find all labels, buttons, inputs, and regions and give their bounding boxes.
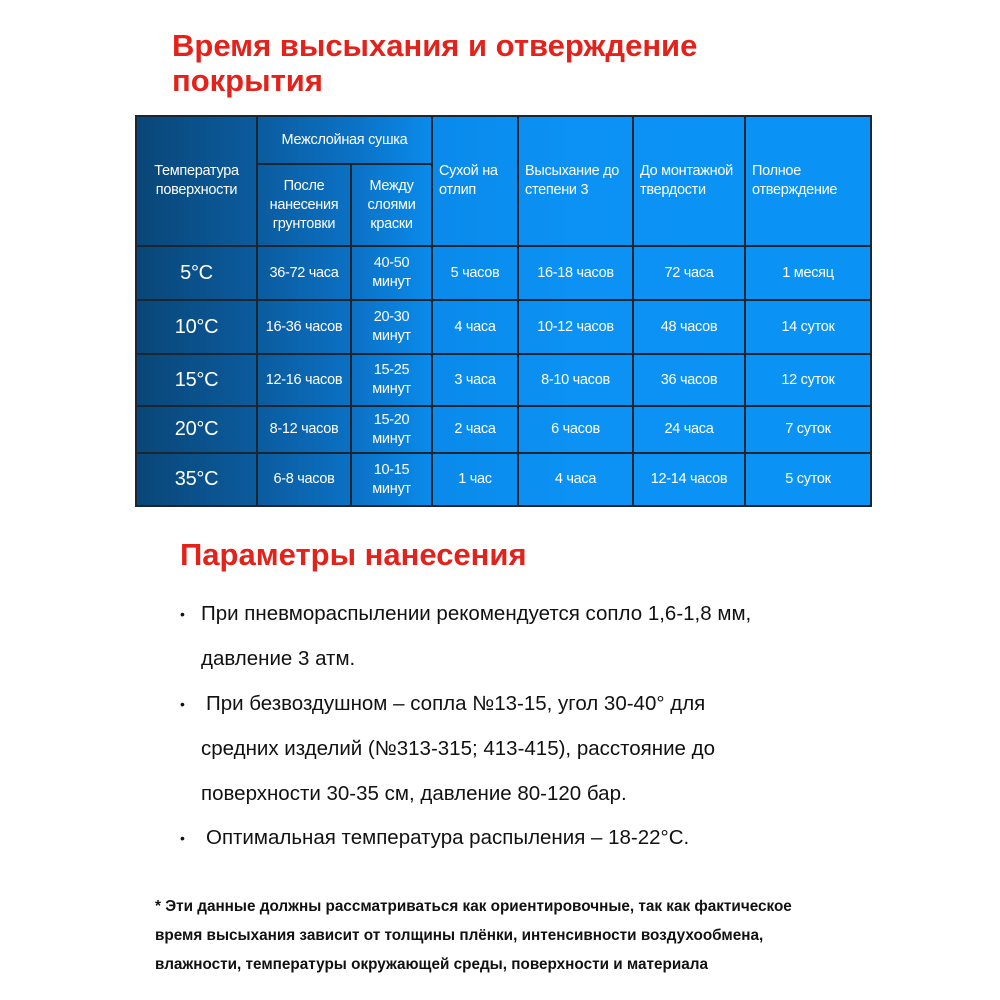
cell-tack-free: 1 час [432, 453, 518, 506]
bullet-icon: • [180, 606, 185, 622]
cell-between-layers: 10-15 минут [351, 453, 432, 506]
list-item-text: поверхности 30-35 см, давление 80-120 бар. [201, 782, 627, 805]
list-item-text: При пневмораспылении рекомендуется сопло 1,6-1,8 мм, [201, 602, 752, 625]
cell-temp: 35°C [136, 453, 257, 506]
cell-temp: 5°C [136, 246, 257, 300]
cell-temp: 20°C [136, 406, 257, 453]
cell-mounting: 36 часов [633, 354, 745, 406]
drying-title-line: покрытия [172, 63, 323, 98]
cell-full-cure: 5 суток [745, 453, 871, 506]
bullet-icon: • [180, 696, 185, 712]
table-row [136, 300, 871, 354]
list-item-text: Оптимальная температура распыления – 18-22°C. [206, 826, 690, 849]
cell-after-primer: 6-8 часов [257, 453, 351, 506]
header-between-layers: Между слоями краски [351, 164, 432, 246]
cell-degree3: 10-12 часов [518, 300, 633, 354]
cell-degree3: 16-18 часов [518, 246, 633, 300]
cell-mounting: 72 часа [633, 246, 745, 300]
cell-degree3: 8-10 часов [518, 354, 633, 406]
cell-tack-free: 2 часа [432, 406, 518, 453]
cell-between-layers: 15-20 минут [351, 406, 432, 453]
cell-after-primer: 8-12 часов [257, 406, 351, 453]
drying-title [172, 28, 697, 98]
header-full-cure: Полное отверждение [745, 116, 871, 246]
cell-after-primer: 12-16 часов [257, 354, 351, 406]
footnote [155, 892, 915, 979]
footnote-line: * Эти данные должны рассматриваться как ориентировочные, так как фактическое [155, 898, 792, 915]
list-item-text: При безвоздушном – сопла №13-15, угол 30-40° для [206, 692, 706, 715]
cell-tack-free: 4 часа [432, 300, 518, 354]
cell-mounting: 24 часа [633, 406, 745, 453]
list-item-text: давление 3 атм. [201, 647, 356, 670]
table-row [136, 406, 871, 453]
cell-tack-free: 5 часов [432, 246, 518, 300]
cell-degree3: 4 часа [518, 453, 633, 506]
table-row [136, 246, 871, 300]
cell-tack-free: 3 часа [432, 354, 518, 406]
header-mounting: До монтажной твердости [633, 116, 745, 246]
drying-table [135, 115, 870, 506]
list-item-text: средних изделий (№313-315; 413-415), расстояние до [201, 737, 716, 760]
cell-between-layers: 15-25 минут [351, 354, 432, 406]
cell-after-primer: 36-72 часа [257, 246, 351, 300]
cell-mounting: 12-14 часов [633, 453, 745, 506]
drying-title-line: Время высыхания и отверждение [172, 28, 698, 63]
footnote-line: влажности, температуры окружающей среды, поверхности и материала [155, 956, 708, 973]
footnote-line: время высыхания зависит от толщины плёнки, интенсивности воздухообмена, [155, 927, 764, 944]
header-tack-free: Сухой на отлип [432, 116, 518, 246]
cell-temp: 15°C [136, 354, 257, 406]
cell-full-cure: 7 суток [745, 406, 871, 453]
cell-after-primer: 16-36 часов [257, 300, 351, 354]
cell-full-cure: 12 суток [745, 354, 871, 406]
cell-between-layers: 20-30 минут [351, 300, 432, 354]
table-row [136, 453, 871, 506]
cell-full-cure: 14 суток [745, 300, 871, 354]
cell-mounting: 48 часов [633, 300, 745, 354]
table-row [136, 354, 871, 406]
cell-between-layers: 40-50 минут [351, 246, 432, 300]
header-degree3: Высыхание до степени 3 [518, 116, 633, 246]
header-interlayer: Межслойная сушка [257, 116, 432, 164]
cell-degree3: 6 часов [518, 406, 633, 453]
params-title: Параметры нанесения [180, 537, 527, 572]
header-after-primer: После нанесения грунтовки [257, 164, 351, 246]
header-temperature: Температура поверхности [136, 116, 257, 246]
bullet-icon: • [180, 830, 185, 846]
cell-temp: 10°C [136, 300, 257, 354]
cell-full-cure: 1 месяц [745, 246, 871, 300]
